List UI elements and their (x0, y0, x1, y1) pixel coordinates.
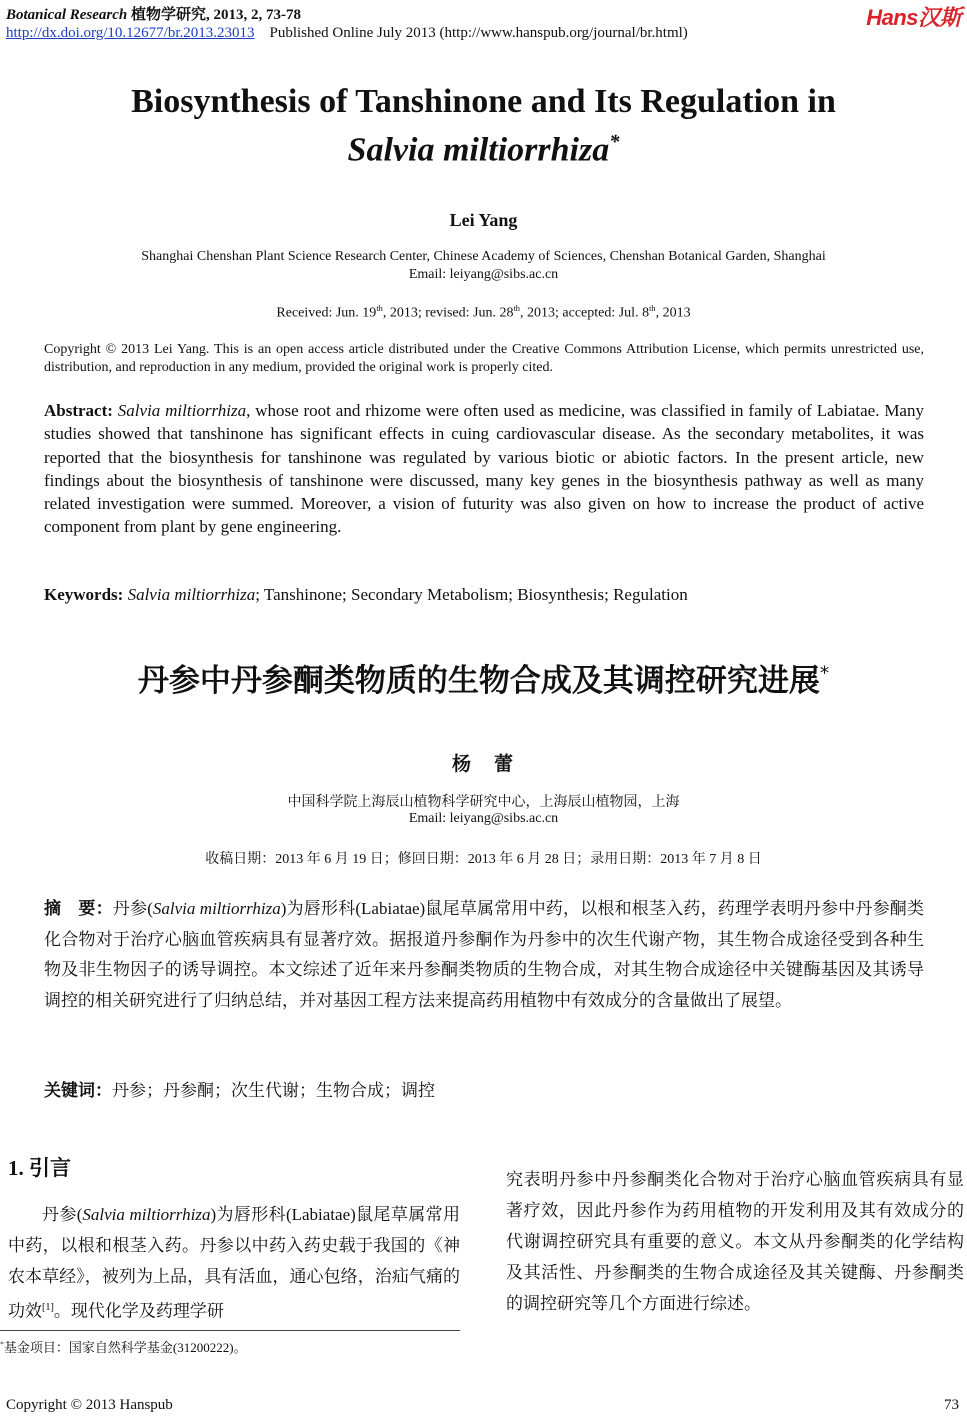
title-en-line2: Salvia miltiorrhiza* (347, 131, 620, 169)
body-column-right: 究表明丹参中丹参酮类化合物对于治疗心脑血管疾病具有显著疗效，因此丹参作为药用植物的开发利用及其有效成分的代谢调控研究具有重要的意义。本文从丹参酮类的化学结构及其活性、丹参酮类的生物合成途径及其关键酶、丹参酮类的调控研究等几个方面进行综述。 (506, 1170, 964, 1313)
title-en-line1: Biosynthesis of Tanshinone and Its Regulation in (131, 83, 836, 120)
journal-name-cn: 植物学研究, 2013, 2, 73-78 (131, 7, 302, 23)
journal-name-en: Botanical Research (6, 7, 128, 23)
affiliation-cn: 中国科学院上海辰山植物科学研究中心，上海辰山植物园，上海 (287, 795, 680, 810)
keywords-en-label: Keywords: (44, 585, 124, 604)
title-cn: 丹参中丹参酮类物质的生物合成及其调控研究进展* (137, 663, 830, 699)
doi-line (6, 25, 688, 42)
author-en: Lei Yang (449, 210, 518, 230)
footer-copyright: Copyright © 2013 Hanspub (6, 1397, 173, 1413)
keywords-cn: 关键词：丹参；丹参酮；次生代谢；生物合成；调控 (44, 1081, 435, 1101)
author-cn: 杨 蕾 (451, 754, 515, 775)
footnote-funding: *基金项目：国家自然科学基金(31200222)。 (0, 1339, 247, 1355)
hans-logo: Hans汉斯 (866, 5, 961, 30)
title-en (0, 82, 967, 170)
copyright-en: Copyright © 2013 Lei Yang. This is an open access article distributed under the Creative Commons Attribution License, which permits unrestricted use, distribution, and reproduction in any medium, provided the original work is properly cited. (44, 342, 924, 375)
section-heading-intro: 1. 引言 (8, 1156, 71, 1180)
page-number: 73 (944, 1397, 959, 1413)
body-column-left: 丹参(Salvia miltiorrhiza)为唇形科(Labiatae)鼠尾草属常用中药，以根和根茎入药。丹参以中药入药史载于我国的《神农本草经》，被列为上品，具有活血，通心包络，治疝气痛的功效[1]。现代化学及药理学研 (8, 1205, 460, 1321)
dates-en: Received: Jun. 19th, 2013; revised: Jun. 28th, 2013; accepted: Jul. 8th, 2013 (276, 304, 691, 321)
journal-header (6, 3, 301, 24)
email-en: Email: leiyang@sibs.ac.cn (408, 267, 559, 282)
citation-1[interactable]: [1] (42, 1302, 54, 1313)
title-footnote-mark: * (609, 131, 620, 153)
abstract-en: Abstract: Salvia miltiorrhiza, whose root and rhizome were often used as medicine, was classified in family of Labiatae. Many studies showed that tanshinone has significant effects in cuing cardiovascular disease. As the secondary metabolites, it was reported that the biosynthesis for tanshinone was regulated by various biotic or abiotic factors. In the present article, new findings about the biosynthesis of tanshinone were discussed, many key genes in the biosynthesis pathway as well as many related investigation were summed. Moreover, a vision of futurity was also given on how to increase the product of active component from plant by gene engineering. (44, 401, 924, 537)
published-online: Published Online July 2013 (http://www.hanspub.org/journal/br.html) (269, 25, 688, 41)
keywords-cn-label: 关键词： (44, 1081, 112, 1101)
abstract-cn: 摘 要：丹参(Salvia miltiorrhiza)为唇形科(Labiatae)鼠尾草属常用中药，以根和根茎入药，药理学表明丹参中丹参酮类化合物对于治疗心脑血管疾病具有显著疗效。据报道丹参酮作为丹参中的次生代谢产物，其生物合成途径受到各种生物及非生物因子的诱导调控。本文综述了近年来丹参酮类物质的生物合成，对其生物合成途径中关键酶基因及其诱导调控的相关研究进行了归纳总结，并对基因工程方法来提高药用植物中有效成分的含量做出了展望。 (44, 899, 924, 1010)
dates-cn: 收稿日期：2013 年 6 月 19 日；修回日期：2013 年 6 月 28 日；录用日期：2013 年 7 月 8 日 (205, 852, 762, 867)
abstract-en-label: Abstract: (44, 401, 113, 420)
doi-link[interactable]: http://dx.doi.org/10.12677/br.2013.23013 (6, 25, 255, 41)
footnote-divider (0, 1330, 460, 1331)
email-cn: Email: leiyang@sibs.ac.cn (408, 811, 559, 826)
affiliation-en: Shanghai Chenshan Plant Science Research Center, Chinese Academy of Sciences, Chenshan Botanical Garden, Shanghai (141, 249, 826, 264)
abstract-cn-label: 摘 要： (44, 899, 113, 919)
keywords-en: Keywords: Salvia miltiorrhiza; Tanshinone; Secondary Metabolism; Biosynthesis; Regulation (44, 585, 688, 604)
